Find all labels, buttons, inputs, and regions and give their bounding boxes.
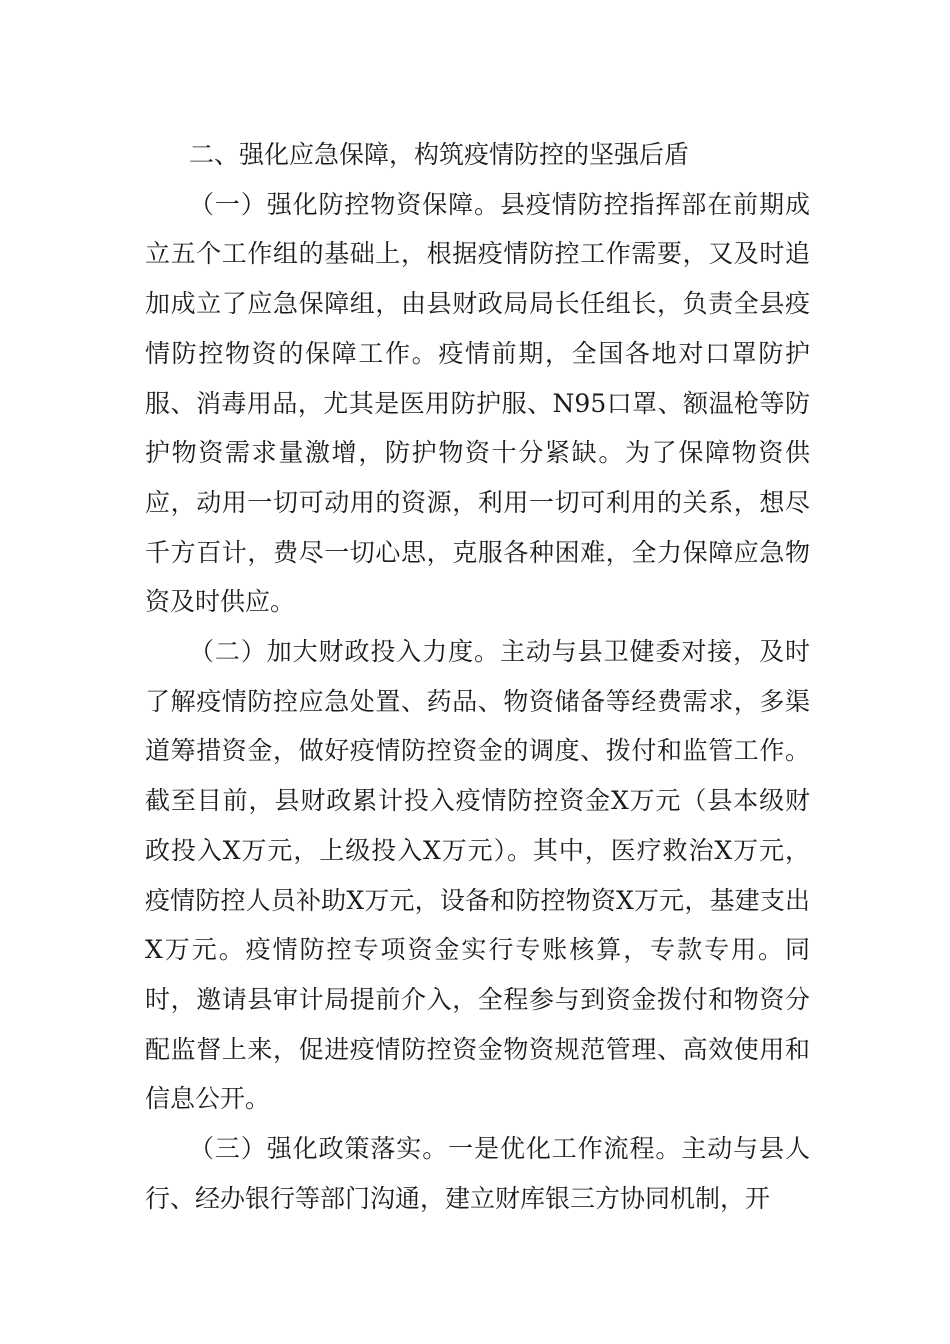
- paragraph-material-supply: （一）强化防控物资保障。县疫情防控指挥部在前期成立五个工作组的基础上，根据疫情防控工作需要，又及时追加成立了应急保障组，由县财政局局长任组长，负责全县疫情防控物资的保障工作。疫情前期，全国各地对口罩防护服、消毒用品，尤其是医用防护服、N95口罩、额温枪等防护物资需求量激增，防护物资十分紧缺。为了保障物资供应，动用一切可动用的资源，利用一切可利用的关系，想尽千方百计，费尽一切心思，克服各种困难，全力保障应急物资及时供应。: [145, 189, 810, 617]
- paragraph-financial-investment: （二）加大财政投入力度。主动与县卫健委对接，及时了解疫情防控应急处置、药品、物资储备等经费需求，多渠道筹措资金，做好疫情防控资金的调度、拨付和监管工作。截至目前，县财政累计投入疫情防控资金X万元（县本级财政投入X万元，上级投入X万元）。其中，医疗救治X万元，疫情防控人员补助X万元，设备和防控物资X万元，基建支出X万元。疫情防控专项资金实行专账核算，专款专用。同时，邀请县审计局提前介入，全程参与到资金拨付和物资分配监督上来，促进疫情防控资金物资规范管理、高效使用和信息公开。: [145, 637, 810, 1114]
- paragraph-policy-implementation: （三）强化政策落实。一是优化工作流程。主动与县人行、经办银行等部门沟通，建立财库银三方协同机制，开: [145, 1134, 810, 1213]
- section-heading: 二、强化应急保障，构筑疫情防控的坚强后盾: [189, 140, 690, 169]
- document-body: [145, 130, 810, 1223]
